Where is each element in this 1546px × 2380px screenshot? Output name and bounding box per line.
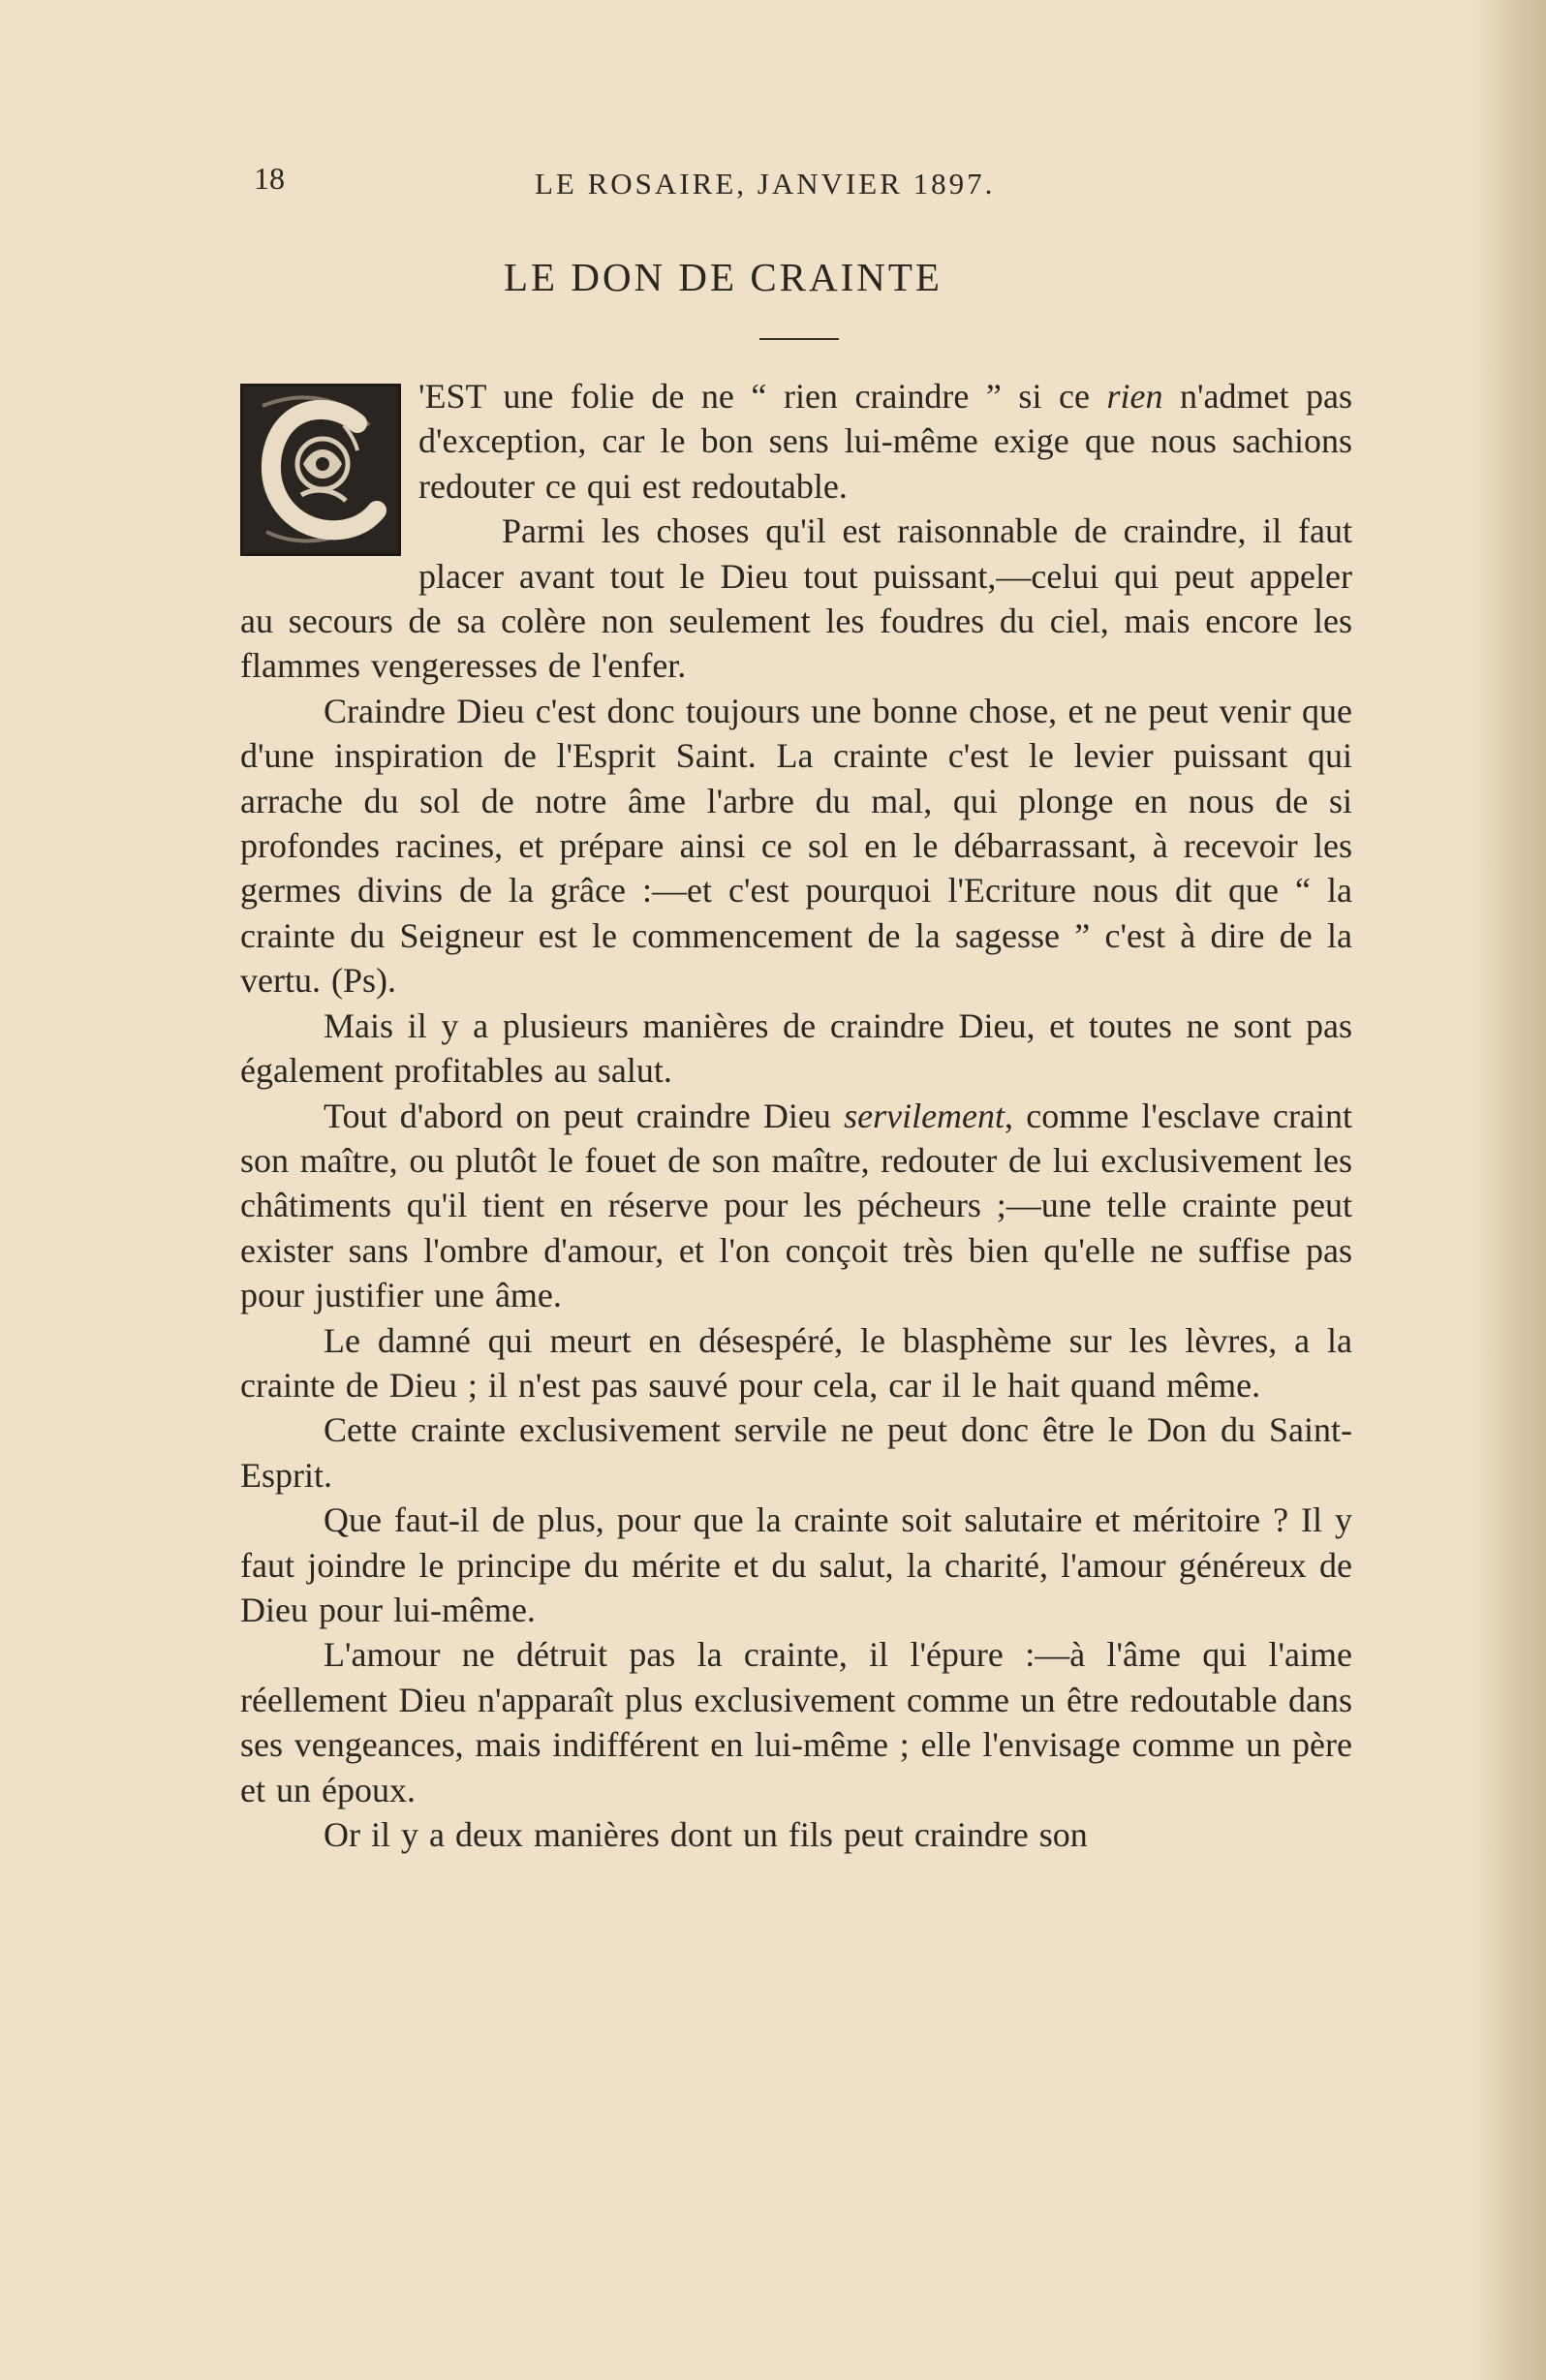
p5-text-end: , comme l'esclave craint son maître, ou plutôt le fouet de son maître, redouter de lui exclusivement les châtiments qu'il tient en réserve pour les pécheurs ;—une telle crainte peut exister sans l'ombre d'amour, et l'on conçoit très bien qu'elle ne suffise pas pour justifier une âme. [240,1096,1352,1315]
paragraph-4: Mais il y a plusieurs manières de craindre Dieu, et toutes ne sont pas également profitables au salut. [240,1005,1352,1091]
paragraph-5 [240,1094,1352,1318]
page-edge-shadow [1469,0,1546,2380]
paragraph-3: Craindre Dieu c'est donc toujours une bonne chose, et ne peut venir que d'une inspiration de l'Esprit Saint. La crainte c'est le levier puissant qui arrache du sol de notre âme l'arbre du mal, qui plonge en nous de si profondes racines, et prépare ainsi ce sol en le débarrassant, à recevoir les germes divins de la grâce :—et c'est pourquoi l'Ecriture nous dit que “ la crainte du Seigneur est le commencement de la sagesse ” c'est à dire de la vertu. (Ps). [240,691,1352,1001]
title-divider [759,338,839,340]
p1-text-end: n'admet pas d'exception, car le bon sens lui-même exige que nous sachions redouter ce qui est redoutable. [418,377,1352,506]
article-body [240,374,1352,1857]
p5-text-start: Tout d'abord on peut craindre Dieu [324,1096,845,1135]
page-number: 18 [254,161,285,196]
p1-emphasis: rien [1106,377,1163,416]
ornamental-c-icon [243,386,398,553]
paragraph-7: Cette crainte exclusivement servile ne peut donc être le Don du Saint-Esprit. [240,1410,1352,1495]
running-title: LE ROSAIRE, JANVIER 1897. [535,167,996,201]
paragraph-1 [240,374,1352,509]
article-title: LE DON DE CRAINTE [504,255,943,299]
paragraph-8: Que faut-il de plus, pour que la crainte soit salutaire et méritoire ? Il y faut joindre le principe du mérite et du salut, la charité, l'amour généreux de Dieu pour lui-même. [240,1500,1352,1629]
paragraph-6: Le damné qui meurt en désespéré, le blasphème sur les lèvres, a la crainte de Dieu ; il n'est pas sauvé pour cela, car il le hait quand même. [240,1320,1352,1405]
paragraph-10: Or il y a deux manières dont un fils peut craindre son [324,1815,1088,1854]
running-header [254,155,1067,213]
p1-text-start: 'EST une folie de ne “ rien craindre ” si ce [418,377,1107,416]
paragraph-2: Parmi les choses qu'il est raisonnable de craindre, il faut placer avant tout le Dieu tout puissant,—celui qui peut appeler au secours de sa colère non seulement les foudres du ciel, mais encore les flammes vengeresses de l'enfer. [240,511,1352,686]
paragraph-9: L'amour ne détruit pas la crainte, il l'épure :—à l'âme qui l'aime réellement Dieu n'apparaît plus exclusivement comme un être redoutable dans ses vengeances, mais indifférent en lui-même ; elle l'envisage comme un père et un époux. [240,1635,1352,1809]
p5-emphasis: servilement [844,1096,1005,1135]
ornamental-dropcap [240,384,401,556]
